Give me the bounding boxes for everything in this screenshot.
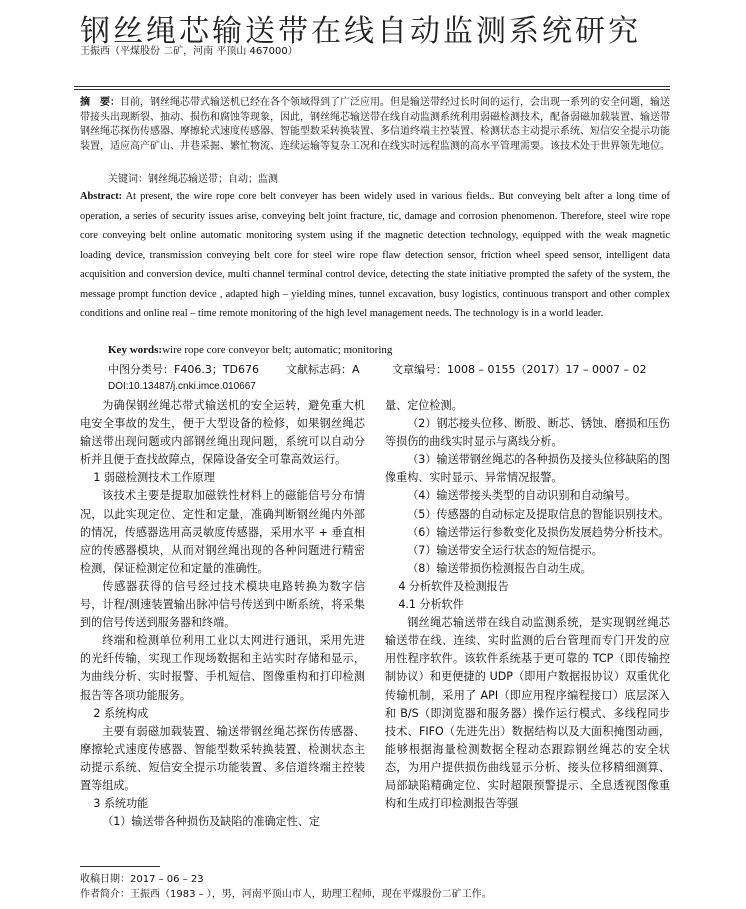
footnote-rule [80, 866, 160, 867]
paper-title: 钢丝绳芯输送带在线自动监测系统研究 [80, 14, 641, 49]
body-paragraph: （6）输送带运行参数变化及损伤发展趋势分析技术。 [407, 525, 670, 539]
body-paragraph: 主要有弱磁加载装置、输送带钢丝绳芯探伤传感器、摩擦轮式速度传感器、智能型数采转换装置、检测状态主动提示系统、短信安全提示功能装置、多信道终端主控装置等组成。 [80, 724, 365, 792]
author-affiliation: 王振西（平煤股份 二矿，河南 平顶山 467000） [80, 46, 298, 57]
keywords-cn [108, 170, 278, 185]
section-heading: 1 弱磁检测技术工作原理 [93, 471, 215, 485]
document-code: 文献标志码：A [286, 363, 360, 376]
clc-number: 中图分类号：F406.3；TD676 [108, 363, 260, 376]
body-paragraph: 该技术主要是提取加磁铁性材料上的磁能信号分布情况，以此实现定位、定性和定量，准确判断钢丝绳内外部的情况，传感器选用高灵敏度传感器，采用水平 + 垂直相应的传感器模块，从而对钢丝绳出现的各种问题进行精密检测，保证检测定位和定量的准确性。 [80, 489, 365, 575]
abstract-cn-label: 摘 要： [80, 97, 120, 108]
body-paragraph: （2）钢芯接头位移、断股、断芯、锈蚀、磨损和压伤等损伤的曲线实时显示与离线分析。 [385, 417, 670, 449]
section-heading: 2 系统构成 [93, 706, 149, 720]
keywords-en [108, 344, 392, 356]
abstract-en-label: Abstract: [80, 191, 123, 202]
body-paragraph: （1）输送带各种损伤及缺陷的准确定性、定 [102, 815, 321, 829]
body-paragraph: 为确保钢丝绳芯带式输送机的安全运转，避免重大机电安全事故的发生，便于大型设备的检修，如果钢丝绳芯输送带出现问题或内部钢丝绳出现问题，系统可以自动分析并且便于查找故障点，保障设备安全可靠高效运行。 [80, 399, 365, 467]
section-heading: 3 系统功能 [93, 797, 149, 811]
body-paragraph: （3）输送带钢丝绳芯的各种损伤及接头位移缺陷的图像重构、实时显示、异常情况报警。 [385, 453, 670, 485]
keywords-cn-label: 关键词： [108, 174, 148, 185]
abstract-cn [80, 96, 670, 154]
keywords-cn-text: 钢丝绳芯输送带；自动；监测 [148, 174, 278, 185]
top-rule-thin [74, 89, 670, 90]
body-paragraph: 传感器获得的信号经过技术模块电路转换为数字信号，计程/测速装置输出脉冲信号传送到中断系统，将采集到的信号传送到服务器和终端。 [80, 579, 365, 630]
body-paragraph: 钢丝绳芯输送带在线自动监测系统，是实现钢丝绳芯输送带在线、连续、实时监测的后台管理而专门开发的应用性程序软件。该软件系统基于更可靠的 TCP（即传输控制协议）和更便捷的 UDP（即用户数据报协议）双重优化传输机制，采用了 API（即应用程序编程接口）底层深入和 B/S（即浏览器和服务器）操作运行模式、多线程同步技术、FIFO（先进先出）数据结构以及大面积掩图动画，能够根据海量检测数据全程动态跟踪钢丝绳芯的安全状态，为用户提供损伤曲线显示分析、接头位移精细测算、局部缺陷精确定位、实时超限预警提示、全息透视图像重构和生成打印检测报告等强 [385, 616, 670, 811]
top-rule [74, 86, 670, 87]
body-right-column [385, 397, 670, 813]
section-heading: 4 分析软件及检测报告 [398, 579, 509, 593]
body-paragraph: （7）输送带安全运行状态的短信提示。 [407, 543, 603, 557]
keywords-en-label: Key words: [108, 344, 163, 356]
body-paragraph: 量、定位检测。 [385, 399, 463, 412]
author-bio: 作者简介：王振西（1983 – ），男，河南平顶山市人，助理工程师，现在平煤股份二矿工作。 [80, 889, 492, 900]
abstract-cn-text: 目前，钢丝绳芯带式输送机已经在各个领域得到了广泛应用。但是输送带经过长时间的运行，会出现一系列的安全问题，输送带接头出现断裂、抽动、损伤和腐蚀等现象，因此，钢丝绳芯输送带在线自动监测系统利用弱磁检测技术，配备弱磁加载装置、输送带钢丝绳芯探伤传感器、摩擦轮式速度传感器、智能型数采转换装置、多信道终端主控装置、检测状态主动提示系统、短信安全提示功能装置，适应高产矿山、井巷采掘、繁忙物流、连续运输等复杂工况和在线实时远程监测的高水平管理需要。该技术处于世界领先地位。 [80, 97, 670, 152]
abstract-en-text: At present, the wire rope core belt conveyer has been widely used in various fields.. But conveying belt after a long time of operation, a series of security issues arise, conveying belt joint fracture, tic, damage and corrosion phenomenon. Therefore, steel wire rope core conveying belt online automatic monitoring system using if the magnetic detection technology, equipped with the weak magnetic loading device, transmission conveying belt core for steel wire rope flaw detection sensor, friction wheel speed sensor, intelligent data acquisition and conversion device, multi channel terminal control device, detecting the state initiative prompted the safety of the system, the message prompt function device , adapted high – yielding mines, tunnel excavation, busy logistics, continuous transport and other complex conditions and online real – time remote monitoring of the high level management needs. The technology is in a world leader. [80, 191, 670, 319]
body-paragraph: （5）传感器的自动标定及提取信息的智能识别技术。 [407, 507, 670, 521]
body-paragraph: （4）输送带接头类型的自动识别和自动编号。 [407, 489, 637, 503]
keywords-en-text: wire rope core conveyor belt; automatic; monitoring [162, 344, 393, 356]
body-paragraph: 终端和检测单位利用工业以太网进行通讯，采用先进的光纤传输，实现工作现场数据和主站实时存储和显示，为曲线分析、实时报警、手机短信、图像重构和打印检测报告等各项功能服务。 [80, 634, 365, 702]
received-date: 收稿日期：2017 – 06 – 23 [80, 874, 204, 885]
body-left-column [80, 397, 365, 831]
doi: DOI:10.13487/j.cnki.imce.010667 [108, 381, 256, 392]
body-paragraph: （8）输送带损伤检测报告自动生成。 [407, 561, 592, 575]
abstract-en [80, 187, 670, 324]
section-heading: 4.1 分析软件 [398, 598, 464, 612]
article-number: 文章编号：1008 – 0155（2017）17 – 0007 – 02 [392, 363, 647, 376]
